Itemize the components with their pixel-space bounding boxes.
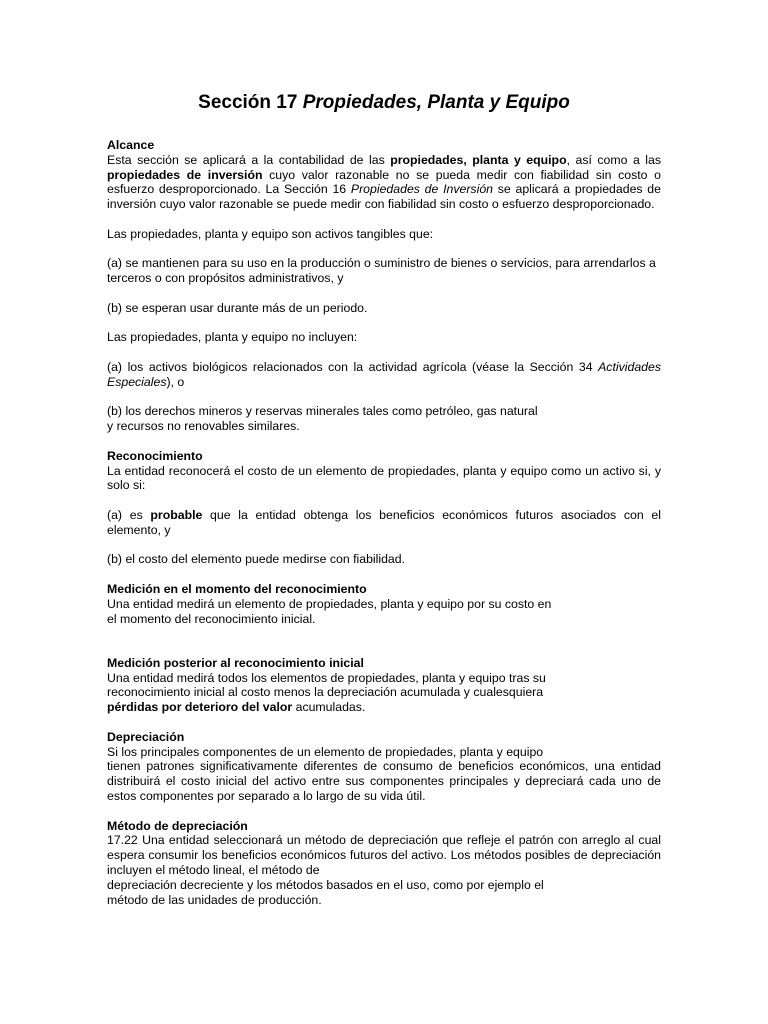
section-heading-reconocimiento: Reconocimiento bbox=[107, 448, 203, 463]
tangibles-item-b: (b) se esperan usar durante más de un periodo. bbox=[107, 300, 368, 315]
medicion-posterior-paragraph: Una entidad medirá todos los elementos de propiedades, planta y equipo tras su reconocimiento inicial al costo menos la depreciación acumulada y cualesquiera pérdidas por deterioro del valor acumuladas. bbox=[107, 670, 546, 715]
reconocimiento-item-a: (a) es probable que la entidad obtenga los beneficios económicos futuros asociados con el elemento, y bbox=[107, 507, 661, 537]
metodo-paragraph: 17.22 Una entidad seleccionará un método de depreciación que refleje el patrón con arreglo al cual espera consumir los beneficios económicos futuros del activo. Los métodos posibles de depreciación incluyen el método lineal, el método de depreciación decreciente y los métodos basados en el uso, como por ejemplo el método de las unidades de producción. bbox=[107, 833, 661, 907]
page-title: Sección 17 Propiedades, Planta y Equipo bbox=[198, 92, 570, 113]
excluyen-item-a: (a) los activos biológicos relacionados con la actividad agrícola (véase la Sección 34 Actividades Especiales), o bbox=[107, 359, 661, 389]
medicion-inicial-paragraph: Una entidad medirá un elemento de propiedades, planta y equipo por su costo en el momento del reconocimiento inicial. bbox=[107, 596, 552, 626]
section-heading-metodo: Método de depreciación bbox=[107, 818, 248, 833]
section-heading-alcance: Alcance bbox=[107, 138, 155, 152]
tangibles-item-a: (a) se mantienen para su uso en la producción o suministro de bienes o servicios, para arrendarlos a terceros o con propósitos administrativos, y bbox=[107, 256, 656, 286]
excluyen-item-b: (b) los derechos mineros y reservas minerales tales como petróleo, gas natural y recursos no renovables similares. bbox=[107, 404, 538, 434]
reconocimiento-paragraph: La entidad reconocerá el costo de un elemento de propiedades, planta y equipo como un activo si, y solo si: bbox=[107, 463, 661, 493]
tangibles-intro: Las propiedades, planta y equipo son activos tangibles que: bbox=[107, 226, 434, 241]
alcance-paragraph: Esta sección se aplicará a la contabilidad de las propiedades, planta y equipo, así como a las propiedades de inversión cuyo valor razonable no se pueda medir con fiabilidad sin costo o esfuerzo desproporcionado. La Sección 16 Propiedades de Inversión se aplicará a propiedades de inversión cuyo valor razonable se puede medir con fiabilidad sin costo o esfuerzo desproporcionado. bbox=[107, 152, 661, 212]
depreciacion-paragraph: Si los principales componentes de un elemento de propiedades, planta y equipo tienen patrones significativamente diferentes de consumo de beneficios económicos, una entidad distribuirá el costo inicial del activo entre sus componentes principales y depreciará cada uno de estos componentes por separado a lo largo de su vida útil. bbox=[107, 744, 661, 804]
section-heading-medicion-inicial: Medición en el momento del reconocimiento bbox=[107, 581, 367, 596]
excluyen-intro: Las propiedades, planta y equipo no incluyen: bbox=[107, 330, 358, 345]
reconocimiento-item-b: (b) el costo del elemento puede medirse con fiabilidad. bbox=[107, 552, 406, 567]
section-heading-depreciacion: Depreciación bbox=[107, 729, 185, 744]
section-heading-medicion-posterior: Medición posterior al reconocimiento inicial bbox=[107, 655, 364, 670]
